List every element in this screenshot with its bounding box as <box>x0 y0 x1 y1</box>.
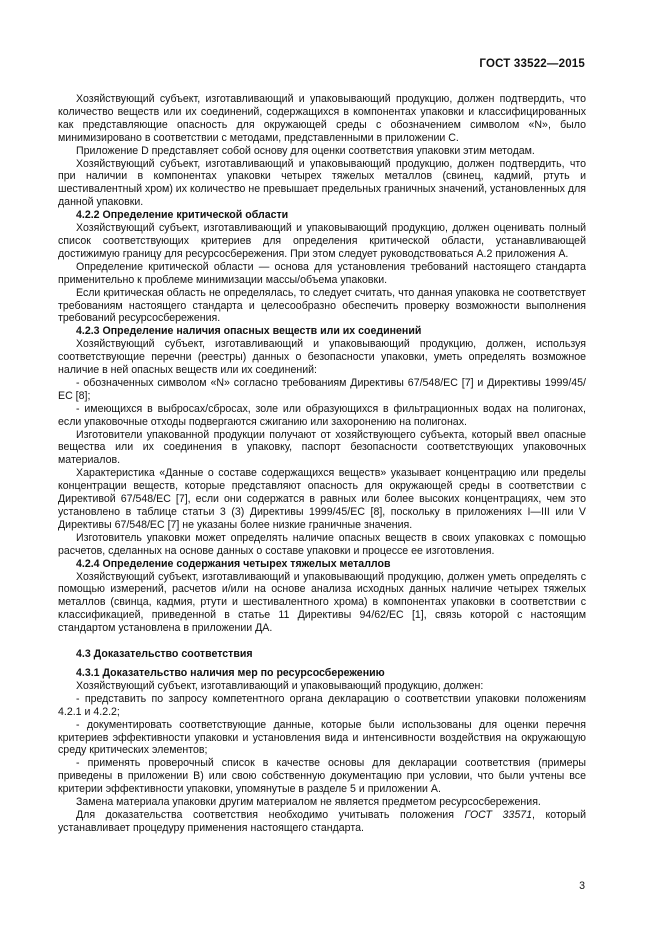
page-number: 3 <box>579 880 585 892</box>
list-item: - обозначенных символом «N» согласно требованиям Директивы 67/548/ЕС [7] и Директивы 1999/45/ЕС [8]; <box>58 376 586 402</box>
paragraph: Изготовитель упаковки может определять наличие опасных веществ в своих упаковках с помощью расчетов, сделанных на основе данных о составе упаковки и процессе ее изготовления. <box>58 531 586 557</box>
paragraph <box>58 809 586 835</box>
section-heading-4-2-2: 4.2.2 Определение критической области <box>76 209 289 222</box>
paragraph: Определение критической области — основа для установления требований настоящего стандарта применительно к проблеме минимизации массы/объема упаковки. <box>58 260 586 286</box>
paragraph: Хозяйствующий субъект, изготавливающий и упаковывающий продукцию, должен подтвердить, что при наличии в компонентах упаковки четырех тяжелых металлов (свинец, кадмий, ртуть и шестивалентный хром) их количество не превышает предельных граничных значений, установленных для данной упаковки. <box>58 157 586 209</box>
list-item: - применять проверочный список в качестве основы для декларации соответствия (примеры приведены в приложении В) или свою собственную документацию при условии, что были учтены все критерии эффективности упаковки, упомянутые в разделе 5 и приложении А. <box>58 757 586 796</box>
paragraph: Хозяйствующий субъект, изготавливающий и упаковывающий продукцию, должен, используя соответствующие перечни (реестры) данных о безопасности упаковки, уметь определять возможное наличие в ней опасных веществ или их соединений: <box>58 338 586 377</box>
paragraph: Изготовители упакованной продукции получают от хозяйствующего субъекта, который ввел опасные вещества или их соединения в упаковку, паспорт безопасности соответствующих упаковочных материалов. <box>58 428 586 467</box>
list-item: - представить по запросу компетентного органа декларацию о соответствии упаковки положениям 4.2.1 и 4.2.2; <box>58 692 586 718</box>
section-heading-4-2-4: 4.2.4 Определение содержания четырех тяжелых металлов <box>76 557 391 570</box>
document-body <box>58 93 586 835</box>
section-heading-4-3-1: 4.3.1 Доказательство наличия мер по ресурсосбережению <box>76 666 385 679</box>
list-item: - имеющихся в выбросах/сбросах, золе или образующихся в фильтрационных водах на полигонах, если упаковочные отходы подвергаются сжиганию или захоронению на полигонах. <box>58 402 586 428</box>
paragraph: Характеристика «Данные о составе содержащихся веществ» указывает концентрацию или пределы концентрации веществ, которые представляют опасность для окружающей среды в соответствии с Директивой 67/548/ЕС [7], если они содержатся в равных или более высоких концентрациях, чем это установлено в таблице статьи 3 (3) Директивы 1999/45/ЕС [8], поскольку в приложениях I—III или V Директивы 67/548/ЕС [7] не указаны более низкие граничные значения. <box>58 467 586 531</box>
paragraph: Если критическая область не определялась, то следует считать, что данная упаковка не соответствует требованиям настоящего стандарта и целесообразно обеспечить проверку возможности выполнения требований ресурсосбережения. <box>58 286 586 325</box>
section-heading-4-3: 4.3 Доказательство соответствия <box>76 648 253 661</box>
section-heading-4-2-3: 4.2.3 Определение наличия опасных веществ или их соединений <box>76 325 422 338</box>
paragraph: Приложение D представляет собой основу для оценки соответствия упаковки этим методам. <box>76 144 535 157</box>
document-code-header: ГОСТ 33522—2015 <box>479 58 585 70</box>
paragraph: Хозяйствующий субъект, изготавливающий и упаковывающий продукцию, должен оценивать полный список соответствующих критериев для определения критической области, устанавливающей достижимую границу для ресурсосбережения. При этом следует руководствоваться А.2 приложения А. <box>58 222 586 260</box>
paragraph: Хозяйствующий субъект, изготавливающий и упаковывающий продукцию, должен уметь определять с помощью измерений, расчетов и/или на основе анализа исходных данных наличие четырех тяжелых металлов (свинца, кадмия, ртути и шестивалентного хрома) в компонентах упаковки в соответствии с классификацией, приведенной в статье 11 Директивы 94/62/ЕС [1], связь которой с настоящим стандартом установлена в приложении ДА. <box>58 570 586 635</box>
paragraph: Хозяйствующий субъект, изготавливающий и упаковывающий продукцию, должен подтвердить, что количество веществ или их соединений, содержащихся в компонентах упаковки и классифицированных как представляющие опасность для окружающей среды с обозначением символом «N», было минимизировано в соответствии с методами, представленными в приложении C. <box>58 93 586 144</box>
paragraph-text: , который устанавливает процедуру применения настоящего стандарта. <box>58 808 586 834</box>
paragraph: Замена материала упаковки другим материалом не является предметом ресурсосбережения. <box>76 796 541 809</box>
list-item: - документировать соответствующие данные, которые были использованы для оценки перечня критериев эффективности упаковки и установления вида и интенсивности воздействия на окружающую среду критических элементов; <box>58 718 586 757</box>
paragraph: Хозяйствующий субъект, изготавливающий и упаковывающий продукцию, должен: <box>76 679 484 692</box>
paragraph-text: Для доказательства соответствия необходимо учитывать положения <box>76 808 465 821</box>
standard-reference: ГОСТ 33571 <box>464 808 532 821</box>
section-spacer <box>58 635 586 648</box>
